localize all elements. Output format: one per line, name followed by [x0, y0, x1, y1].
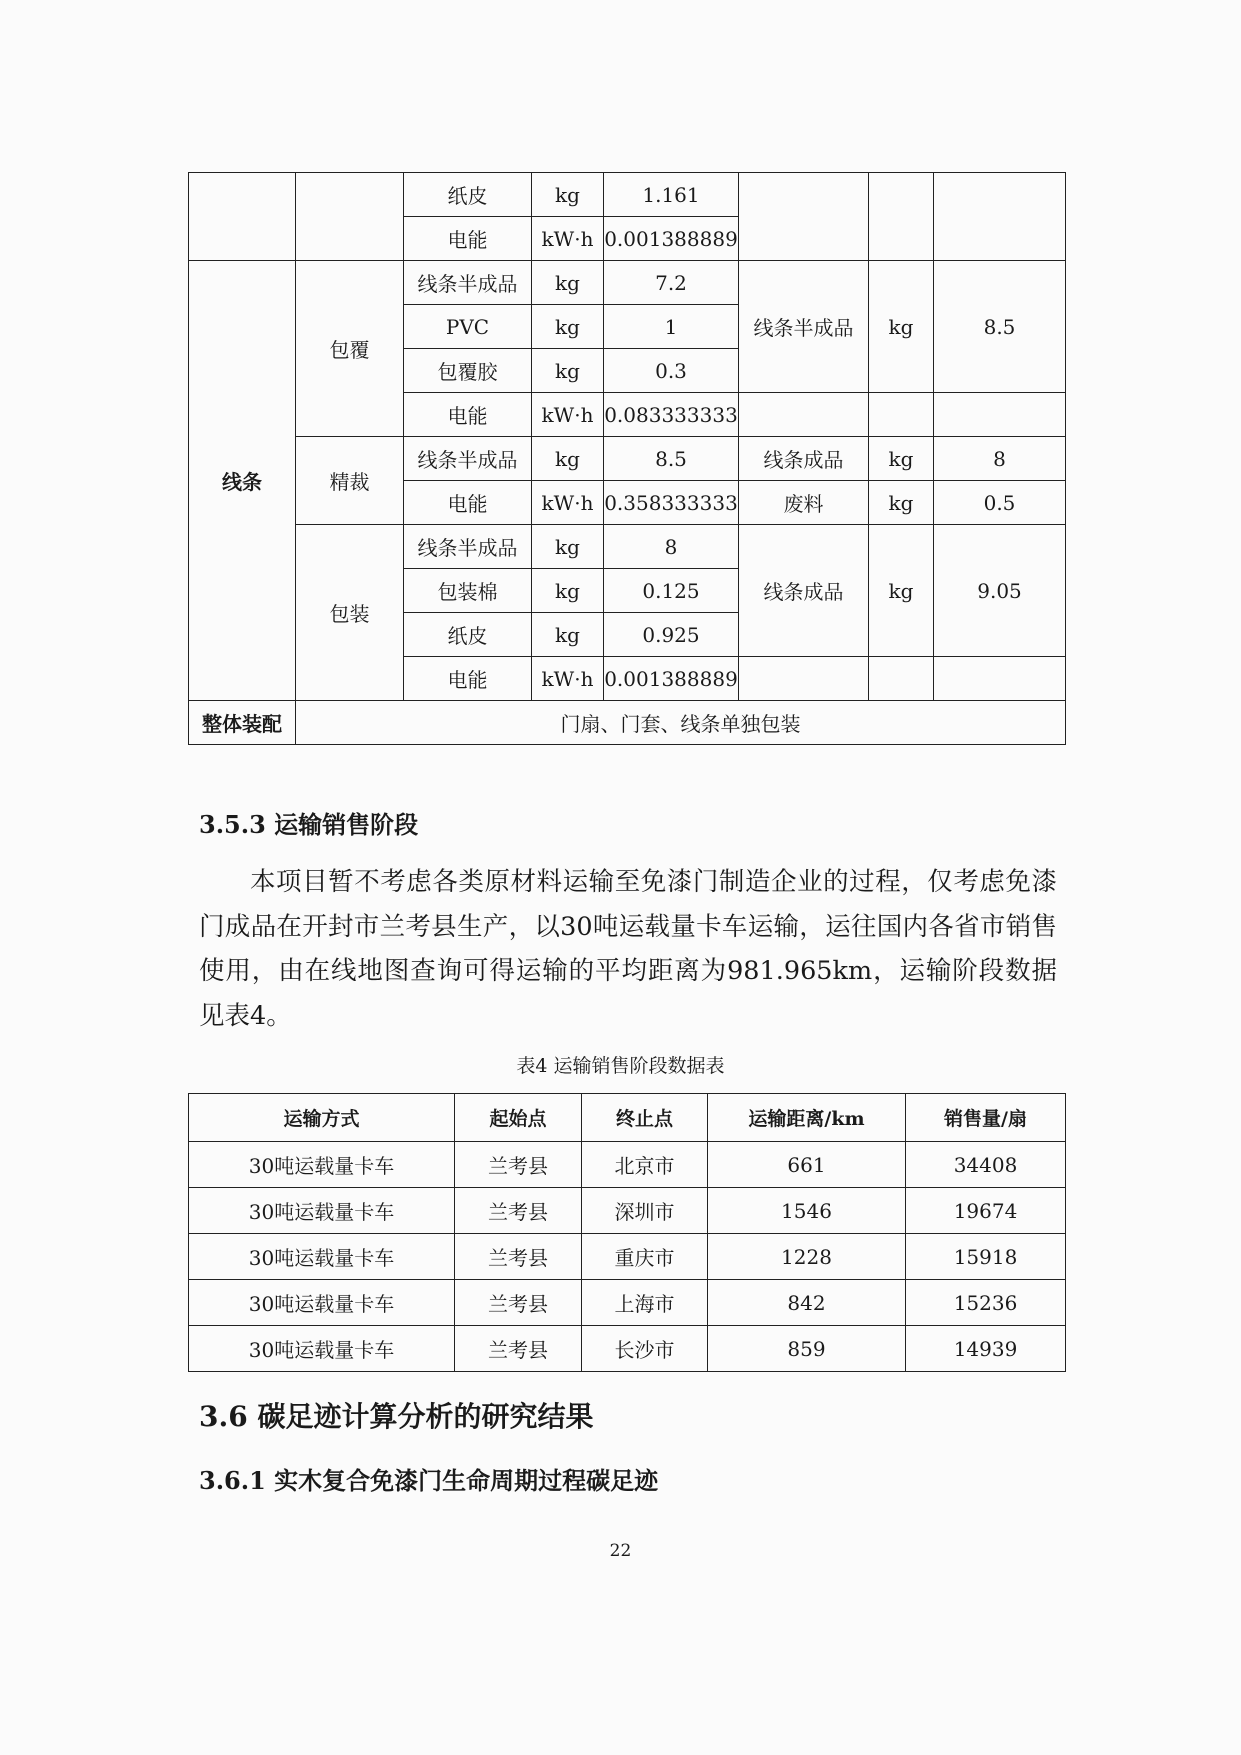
- table-cell: 8.5: [934, 261, 1066, 393]
- table-cell: 线条半成品: [404, 437, 532, 481]
- table-cell: 电能: [404, 217, 532, 261]
- table-row: [189, 173, 1066, 217]
- table-cell: [739, 173, 869, 261]
- table-cell: 30吨运载量卡车: [189, 1188, 455, 1234]
- transport-sales-table: [188, 1093, 1066, 1372]
- table-cell: PVC: [404, 305, 532, 349]
- table-cell: kg: [869, 261, 934, 393]
- table4-header-cell: 运输距离/km: [708, 1094, 906, 1142]
- table-cell: kg: [532, 613, 604, 657]
- table-cell: kg: [532, 525, 604, 569]
- table-cell: 30吨运载量卡车: [189, 1326, 455, 1372]
- table-cell: kg: [869, 437, 934, 481]
- table-row: [189, 1234, 1066, 1280]
- table-cell: 0.3: [604, 349, 739, 393]
- table-cell: 包覆: [296, 261, 404, 437]
- table-cell: 34408: [906, 1142, 1066, 1188]
- table-cell: 线条半成品: [739, 261, 869, 393]
- table-cell: 1: [604, 305, 739, 349]
- table-cell: 842: [708, 1280, 906, 1326]
- table-cell: 0.125: [604, 569, 739, 613]
- table-cell: 0.5: [934, 481, 1066, 525]
- table-cell: kg: [532, 261, 604, 305]
- table-cell: 30吨运载量卡车: [189, 1234, 455, 1280]
- table-cell: 线条半成品: [404, 525, 532, 569]
- table-cell: kW·h: [532, 481, 604, 525]
- table-cell: 30吨运载量卡车: [189, 1142, 455, 1188]
- table-cell: 9.05: [934, 525, 1066, 657]
- table-cell: [296, 173, 404, 261]
- table-cell: [934, 393, 1066, 437]
- table-cell: 门扇、门套、线条单独包装: [296, 701, 1066, 745]
- table-cell: 纸皮: [404, 173, 532, 217]
- table-cell: 上海市: [582, 1280, 708, 1326]
- table-cell: 纸皮: [404, 613, 532, 657]
- table-cell: kg: [532, 437, 604, 481]
- table-cell: 北京市: [582, 1142, 708, 1188]
- table-cell: 包装棉: [404, 569, 532, 613]
- table-cell: 1546: [708, 1188, 906, 1234]
- table4-header-cell: 终止点: [582, 1094, 708, 1142]
- table-cell: [869, 393, 934, 437]
- table-row: [189, 1326, 1066, 1372]
- table-cell: 15918: [906, 1234, 1066, 1280]
- table-cell: 15236: [906, 1280, 1066, 1326]
- table-cell: [869, 657, 934, 701]
- process-data-table: [188, 172, 1066, 745]
- table-cell: kg: [532, 349, 604, 393]
- page-number: 22: [609, 1541, 632, 1561]
- table-row: [189, 701, 1066, 745]
- table-cell: 8: [934, 437, 1066, 481]
- table-cell: 电能: [404, 657, 532, 701]
- table4-header-cell: 销售量/扇: [906, 1094, 1066, 1142]
- table-cell: kW·h: [532, 217, 604, 261]
- table-cell: 661: [708, 1142, 906, 1188]
- table-row: [189, 1142, 1066, 1188]
- table-cell: 1.161: [604, 173, 739, 217]
- table-cell: 兰考县: [455, 1142, 582, 1188]
- table-row: [189, 261, 1066, 305]
- table-cell: [934, 657, 1066, 701]
- table-cell: 1228: [708, 1234, 906, 1280]
- table-cell: 兰考县: [455, 1326, 582, 1372]
- table-cell: 线条半成品: [404, 261, 532, 305]
- table-cell: 精裁: [296, 437, 404, 525]
- table-cell: 兰考县: [455, 1234, 582, 1280]
- table-cell: 线条: [189, 261, 296, 701]
- table-cell: 8: [604, 525, 739, 569]
- table-cell: kg: [532, 569, 604, 613]
- table-cell: 0.358333333: [604, 481, 739, 525]
- table4-header-row: [189, 1094, 1066, 1142]
- table-cell: 30吨运载量卡车: [189, 1280, 455, 1326]
- transport-paragraph: 本项目暂不考虑各类原材料运输至免漆门制造企业的过程，仅考虑免漆门成品在开封市兰考县生产，以30吨运载量卡车运输，运往国内各省市销售使用，由在线地图查询可得运输的平均距离为981.965km，运输阶段数据见表4。: [199, 867, 1057, 1031]
- table-cell: 长沙市: [582, 1326, 708, 1372]
- table-cell: 整体装配: [189, 701, 296, 745]
- table-cell: 电能: [404, 481, 532, 525]
- table-cell: [934, 173, 1066, 261]
- section-heading-3-6: 3.6 碳足迹计算分析的研究结果: [199, 1400, 594, 1433]
- table-cell: 0.001388889: [604, 217, 739, 261]
- table-row: [189, 1188, 1066, 1234]
- table-cell: 8.5: [604, 437, 739, 481]
- table-cell: kg: [532, 173, 604, 217]
- table-cell: 14939: [906, 1326, 1066, 1372]
- table-cell: 兰考县: [455, 1188, 582, 1234]
- table-cell: 兰考县: [455, 1280, 582, 1326]
- table-cell: 19674: [906, 1188, 1066, 1234]
- table4-header-cell: 运输方式: [189, 1094, 455, 1142]
- table-cell: 线条成品: [739, 525, 869, 657]
- table-cell: kW·h: [532, 393, 604, 437]
- table-cell: 7.2: [604, 261, 739, 305]
- table-row: [189, 1280, 1066, 1326]
- table-cell: kg: [869, 525, 934, 657]
- section-heading-3-6-1: 3.6.1 实木复合免漆门生命周期过程碳足迹: [199, 1466, 659, 1495]
- table4-header-cell: 起始点: [455, 1094, 582, 1142]
- table-cell: 859: [708, 1326, 906, 1372]
- table-cell: [739, 393, 869, 437]
- table-cell: 0.083333333: [604, 393, 739, 437]
- table-cell: 深圳市: [582, 1188, 708, 1234]
- table-cell: [739, 657, 869, 701]
- table-cell: 线条成品: [739, 437, 869, 481]
- table-row: [189, 437, 1066, 481]
- table-cell: 电能: [404, 393, 532, 437]
- table-cell: 包装: [296, 525, 404, 701]
- table-cell: 废料: [739, 481, 869, 525]
- table-cell: 0.925: [604, 613, 739, 657]
- table4-caption: 表4 运输销售阶段数据表: [516, 1055, 725, 1077]
- table-cell: [869, 173, 934, 261]
- table-cell: 包覆胶: [404, 349, 532, 393]
- section-heading-3-5-3: 3.5.3 运输销售阶段: [199, 810, 419, 839]
- table-cell: 0.001388889: [604, 657, 739, 701]
- table-cell: [189, 173, 296, 261]
- table-cell: kW·h: [532, 657, 604, 701]
- table-row: [189, 525, 1066, 569]
- table-cell: 重庆市: [582, 1234, 708, 1280]
- table-cell: kg: [532, 305, 604, 349]
- table-cell: kg: [869, 481, 934, 525]
